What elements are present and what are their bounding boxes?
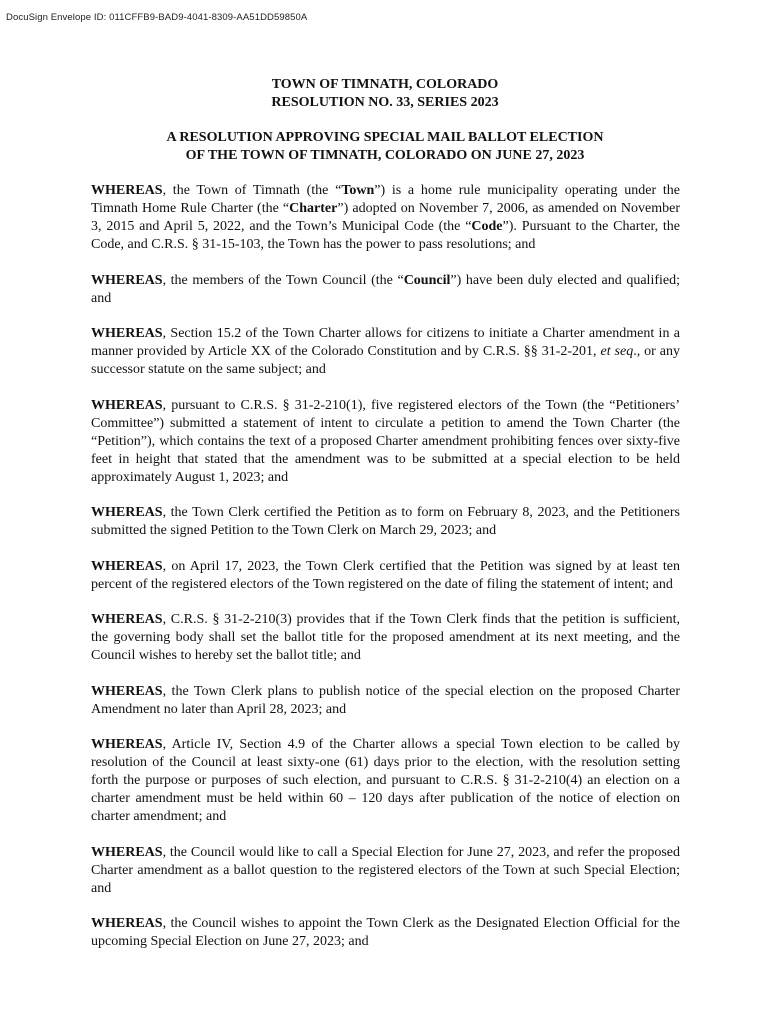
header-town-name: TOWN OF TIMNATH, COLORADO (271, 77, 499, 92)
whereas-paragraph-8: WHEREAS, the Town Clerk plans to publish notice of the special election on the proposed Charter Amendment no later than April 28, 2023; and (91, 683, 680, 717)
whereas-paragraph-9: WHEREAS, Article IV, Section 4.9 of the Charter allows a special Town election to be called by resolution of the Council at least sixty-one (61) days prior to the election, with the resolution setting forth the purpose or purposes of such election, and pursuant to C.R.S. § 31-2-210(4) an election on a charter amendment must be held within 60 – 120 days after publication of the notice of election on charter amendment; and (91, 737, 680, 824)
whereas-label: WHEREAS (91, 326, 163, 341)
whereas-paragraph-2: WHEREAS, the members of the Town Council (the “Council”) have been duly elected and qualified; and (91, 272, 680, 306)
document-header (0, 76, 770, 112)
whereas-label: WHEREAS (91, 612, 163, 627)
whereas-label: WHEREAS (91, 397, 163, 413)
whereas-paragraph-4: WHEREAS, pursuant to C.R.S. § 31-2-210(1), five registered electors of the Town (the “Petitioners’ Committee”) submitted a statement of intent to circulate a petition to amend the Town Charter (the “Petition”), which contains the text of a proposed Charter amendment prohibiting fences over sixty-five feet in height that stated that the amendment was to be submitted at a special election to be held approximately August 1, 2023; and (91, 397, 680, 485)
whereas-label: WHEREAS (91, 183, 163, 198)
whereas-label: WHEREAS (91, 272, 163, 288)
whereas-paragraph-1: WHEREAS, the Town of Timnath (the “Town”) is a home rule municipality operating under the Timnath Home Rule Charter (the “Charter”) adopted on November 7, 2006, as amended on November 3, 2015 and April 5, 2022, and the Town’s Municipal Code (the “Code”). Pursuant to the Charter, the Code, and C.R.S. § 31-15-103, the Town has the power to pass resolutions; and (91, 183, 680, 252)
whereas-paragraph-10: WHEREAS, the Council would like to call a Special Election for June 27, 2023, and refer the proposed Charter amendment as a ballot question to the registered electors of the Town at such Special Election; and (91, 844, 680, 896)
whereas-label: WHEREAS (91, 844, 163, 860)
docusign-envelope-id: DocuSign Envelope ID: 011CFFB9-BAD9-4041-8309-AA51DD59850A (6, 12, 308, 23)
et-seq-italic: et seq (600, 344, 634, 359)
whereas-label: WHEREAS (91, 737, 163, 752)
resolution-title-line-2: OF THE TOWN OF TIMNATH, COLORADO ON JUNE 27, 2023 (185, 148, 585, 163)
resolution-title (0, 129, 770, 165)
defined-term-council: Council (403, 272, 451, 288)
whereas-label: WHEREAS (91, 683, 163, 699)
defined-term-code: Code (471, 219, 503, 234)
whereas-paragraph-3: WHEREAS, Section 15.2 of the Town Charter allows for citizens to initiate a Charter amendment in a manner provided by Article XX of the Colorado Constitution and by C.R.S. §§ 31-2-201, et seq., or any successor statute on the same subject; and (91, 326, 680, 377)
whereas-paragraph-11: WHEREAS, the Council wishes to appoint the Town Clerk as the Designated Election Official for the upcoming Special Election on June 27, 2023; and (91, 916, 680, 949)
header-resolution-number: RESOLUTION NO. 33, SERIES 2023 (271, 95, 499, 110)
whereas-paragraph-6: WHEREAS, on April 17, 2023, the Town Clerk certified that the Petition was signed by at least ten percent of the registered electors of the Town registered on the date of filing the statement of intent; and (91, 558, 680, 592)
defined-term-town: Town (341, 183, 375, 198)
defined-term-charter: Charter (289, 201, 338, 216)
whereas-label: WHEREAS (91, 558, 163, 574)
resolution-title-line-1: A RESOLUTION APPROVING SPECIAL MAIL BALLOT ELECTION (166, 130, 604, 145)
whereas-label: WHEREAS (91, 916, 163, 931)
whereas-label: WHEREAS (91, 505, 163, 520)
whereas-paragraph-5: WHEREAS, the Town Clerk certified the Petition as to form on February 8, 2023, and the Petitioners submitted the signed Petition to the Town Clerk on March 29, 2023; and (91, 505, 680, 538)
document-body (91, 182, 680, 969)
whereas-paragraph-7: WHEREAS, C.R.S. § 31-2-210(3) provides that if the Town Clerk finds that the petition is sufficient, the governing body shall set the ballot title for the proposed amendment at its next meeting, and the Council wishes to hereby set the ballot title; and (91, 612, 680, 663)
